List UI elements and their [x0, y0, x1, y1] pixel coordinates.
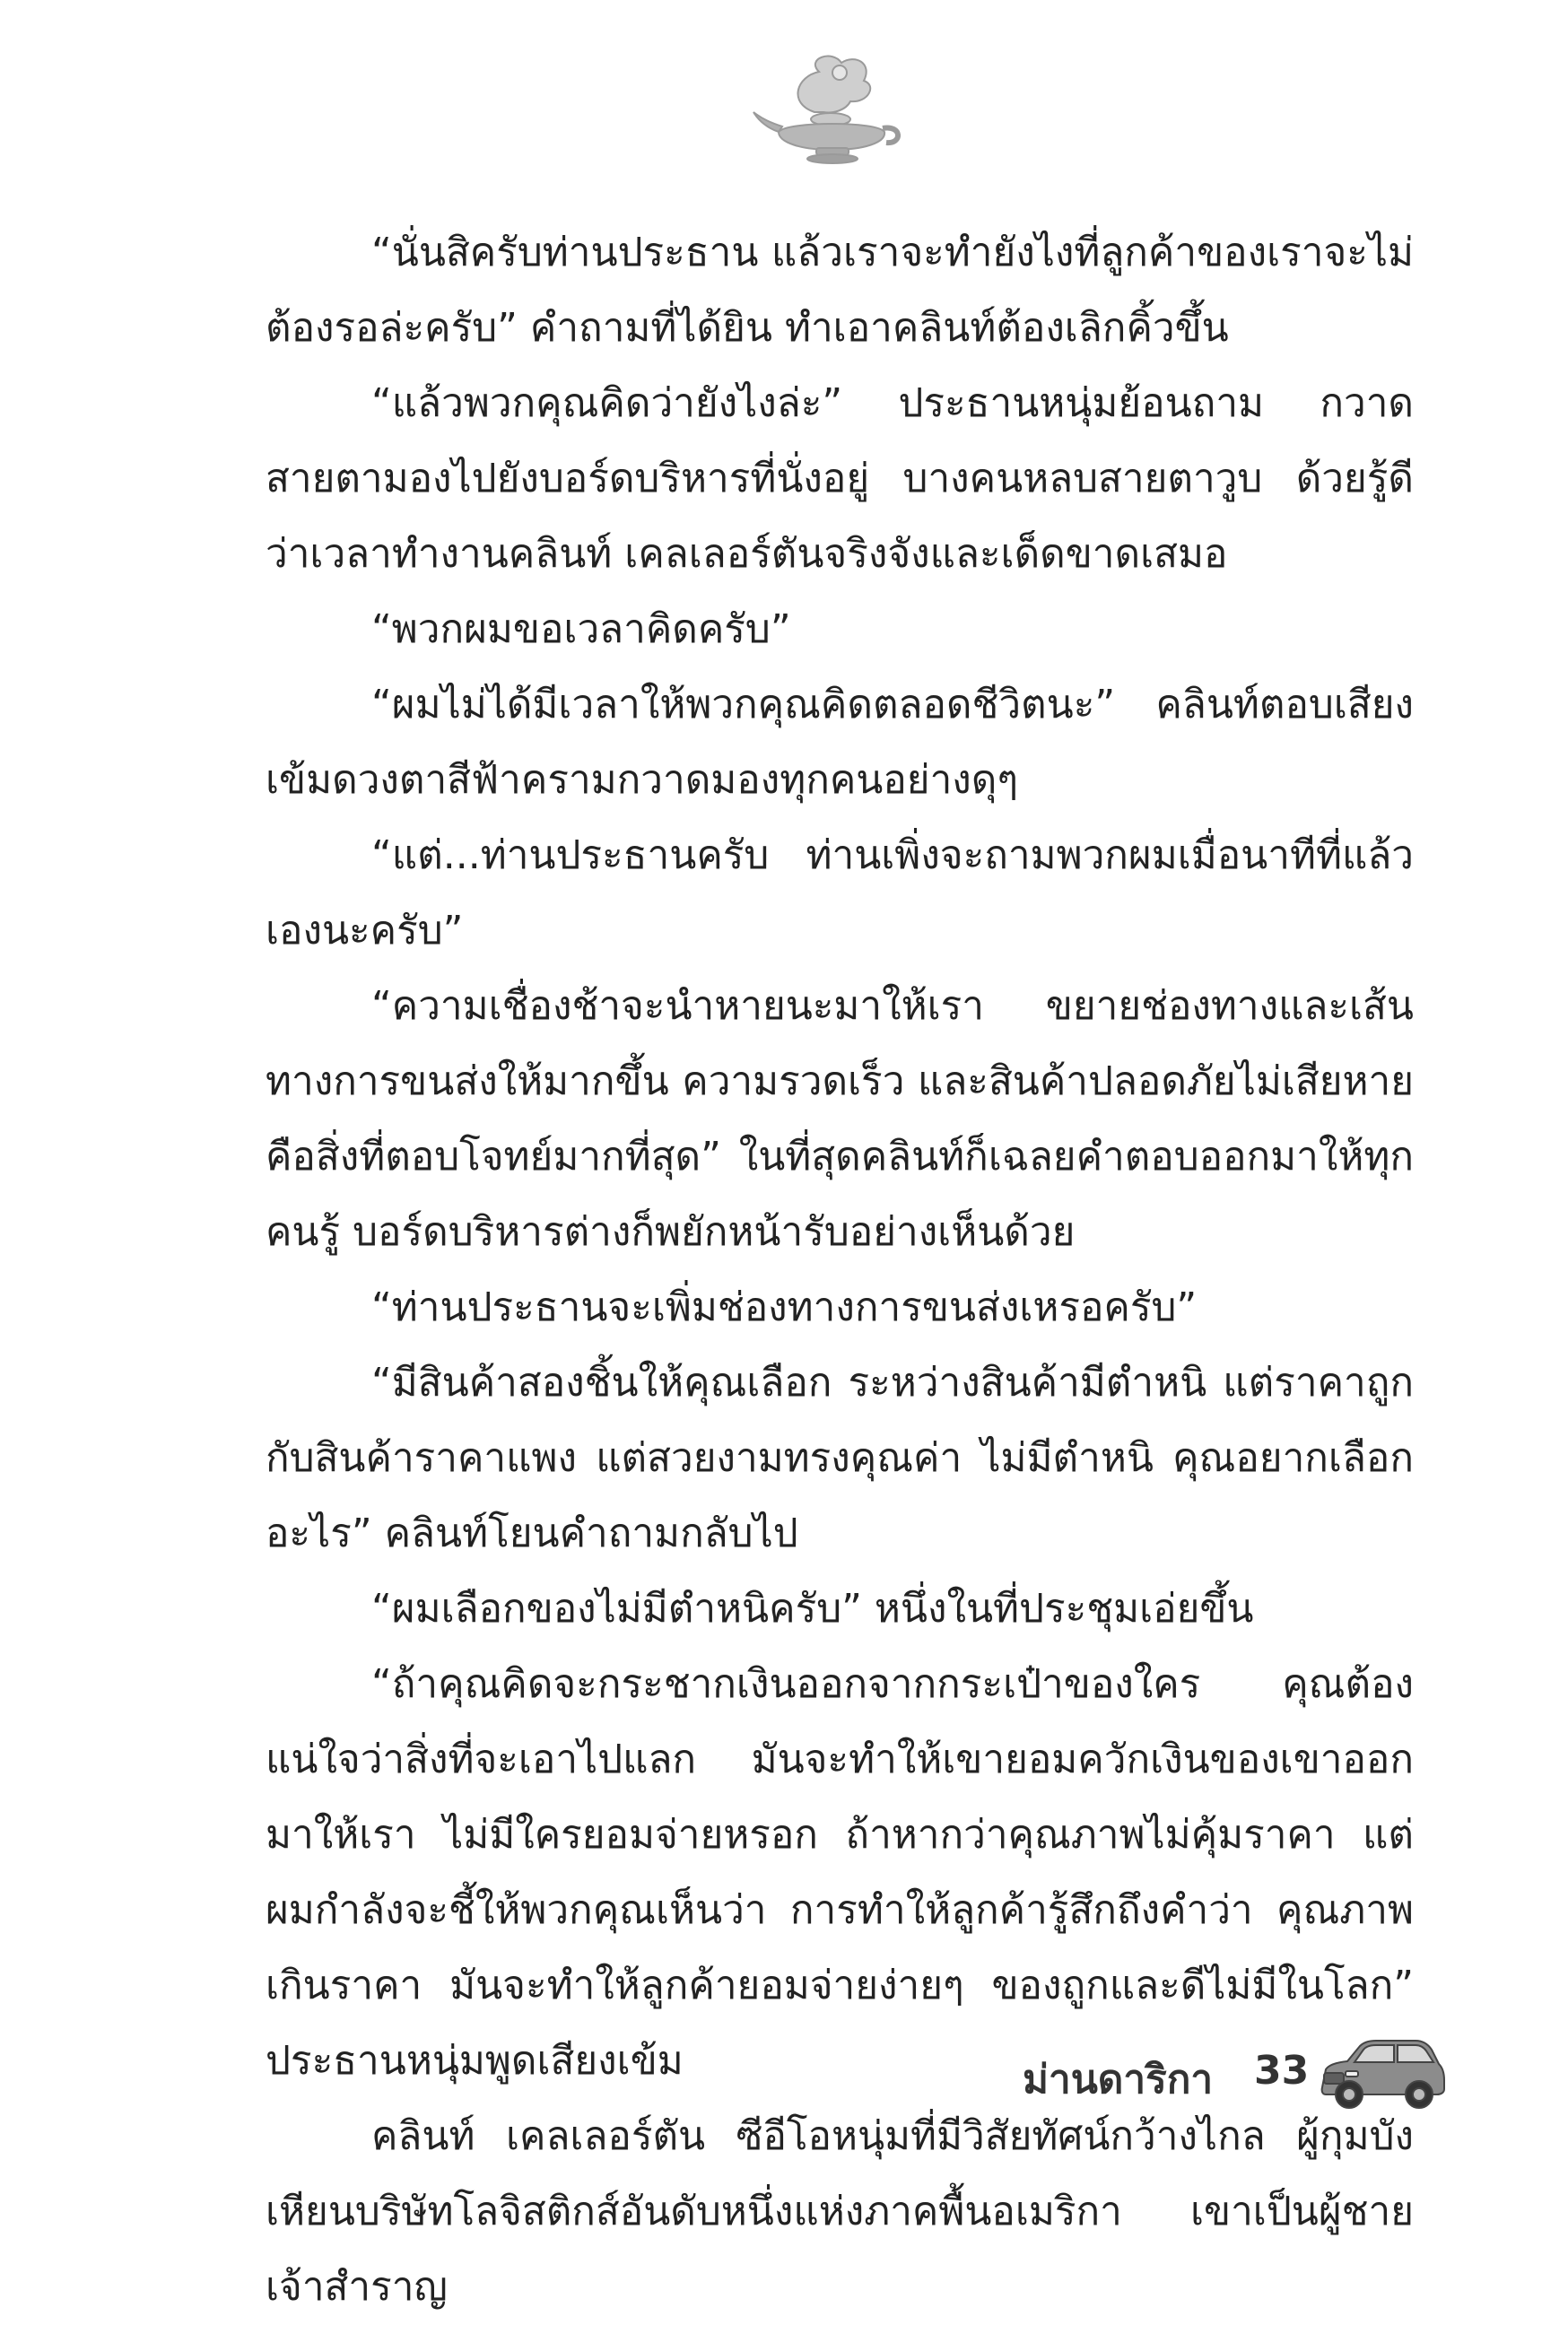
page-footer: [1023, 2032, 1453, 2112]
paragraph: “มีสินค้าสองชิ้นให้คุณเลือก ระหว่างสินค้ามีตำหนิ แต่ราคาถูก กับสินค้าราคาแพง แต่สวยงามทรงคุณค่า ไม่มีตำหนิ คุณอยากเลือกอะไร” คลินท์โยนคำถามกลับไป: [266, 1360, 1414, 1556]
paragraph: “ถ้าคุณคิดจะกระชากเงินออกจากกระเป๋าของใคร คุณต้องแน่ใจว่าสิ่งที่จะเอาไปแลก มันจะทำให้เขายอมควักเงินของเขาออกมาให้เรา ไม่มีใครยอมจ่ายหรอก ถ้าหากว่าคุณภาพไม่คุ้มราคา แต่ผมกำลังจะชี้ให้พวกคุณเห็นว่า การทำให้ลูกค้ารู้สึกถึงคำว่า คุณภาพเกินราคา มันจะทำให้ลูกค้ายอมจ่ายง่ายๆ ของถูกและดีไม่มีในโลก” ประธานหนุ่มพูดเสียงเข้ม: [266, 1661, 1414, 2084]
suv-car-icon: [1317, 2032, 1447, 2112]
genie-lamp-icon: [752, 49, 904, 166]
paragraph: “ความเชื่องช้าจะนำหายนะมาให้เรา ขยายช่องทางและเส้นทางการขนส่งให้มากขึ้น ความรวดเร็ว และสินค้าปลอดภัยไม่เสียหาย คือสิ่งที่ตอบโจทย์มากที่สุด” ในที่สุดคลินท์ก็เฉลยคำตอบออกมาให้ทุกคนรู้ บอร์ดบริหารต่างก็พยักหน้ารับอย่างเห็นด้วย: [266, 983, 1414, 1255]
paragraph: “ผมเลือกของไม่มีตำหนิครับ” หนึ่งในที่ประชุมเอ่ยขึ้น: [371, 1586, 1254, 1632]
paragraph: “พวกผมขอเวลาคิดครับ”: [371, 606, 791, 652]
paragraph: “แต่...ท่านประธานครับ ท่านเพิ่งจะถามพวกผมเมื่อนาทีที่แล้วเองนะครับ”: [266, 832, 1414, 954]
paragraph: “แล้วพวกคุณคิดว่ายังไงล่ะ” ประธานหนุ่มย้อนถาม กวาดสายตามองไปยังบอร์ดบริหารที่นั่งอยู่ บางคนหลบสายตาวูบ ด้วยรู้ดีว่าเวลาทำงานคลินท์ เคลเลอร์ตันจริงจังและเด็ดขาดเสมอ: [266, 380, 1414, 577]
page-number: 33: [1254, 2048, 1310, 2094]
paragraph: คลินท์ เคลเลอร์ตัน ซีอีโอหนุ่มที่มีวิสัยทัศน์กว้างไกล ผู้กุมบังเหียนบริษัทโลจิสติกส์อันดับหนึ่งแห่งภาคพื้นอเมริกา เขาเป็นผู้ชายเจ้าสำราญ: [266, 2113, 1414, 2310]
paragraph: “นั่นสิครับท่านประธาน แล้วเราจะทำยังไงที่ลูกค้าของเราจะไม่ต้องรอล่ะครับ” คำถามที่ได้ยิน ทำเอาคลินท์ต้องเลิกคิ้วขึ้น: [266, 230, 1414, 351]
paragraph: “ท่านประธานจะเพิ่มช่องทางการขนส่งเหรอครับ”: [371, 1284, 1198, 1330]
chapter-body: [266, 215, 1414, 2325]
paragraph: “ผมไม่ได้มีเวลาให้พวกคุณคิดตลอดชีวิตนะ” คลินท์ตอบเสียงเข้มดวงตาสีฟ้าครามกวาดมองทุกคนอย่างดุๆ: [266, 682, 1414, 803]
book-title: ม่านดาริกา: [1023, 2057, 1214, 2103]
